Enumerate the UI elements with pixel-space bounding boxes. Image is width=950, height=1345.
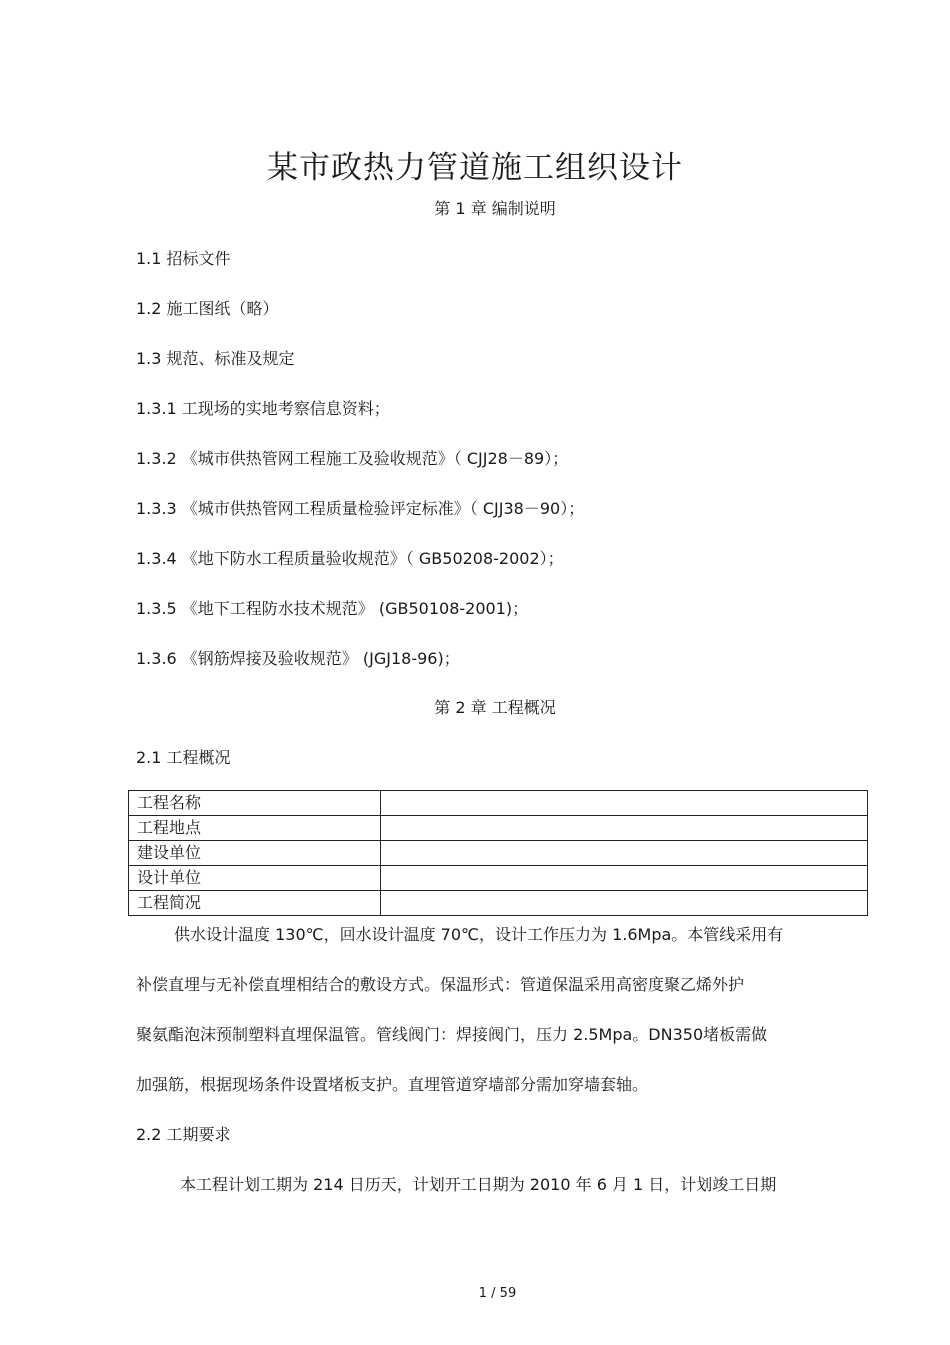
table-row xyxy=(129,891,868,916)
chapter-1-heading: 第 1 章 编制说明 xyxy=(434,199,556,218)
table-value xyxy=(381,866,868,891)
section-2-2: 2.2 工期要求 xyxy=(136,1125,231,1144)
table-value xyxy=(381,891,868,916)
section-1-2: 1.2 施工图纸（略） xyxy=(136,299,279,318)
schedule-paragraph: 本工程计划工期为 214 日历天，计划开工日期为 2010 年 6 月 1 日，计划竣工日期 xyxy=(180,1175,777,1194)
section-1-3-4: 1.3.4 《地下防水工程质量验收规范》（ GB50208-2002）； xyxy=(136,549,564,568)
section-1-3-2: 1.3.2 《城市供热管网工程施工及验收规范》（ CJJ28－89）； xyxy=(136,449,569,468)
table-row xyxy=(129,791,868,816)
paragraph-line: 加强筋，根据现场条件设置堵板支护。直埋管道穿墙部分需加穿墙套轴。 xyxy=(136,1075,649,1094)
paragraph-line: 供水设计温度 130℃，回水设计温度 70℃，设计工作压力为 1.6Mpa。本管线采用有 xyxy=(174,925,784,944)
project-info-table xyxy=(128,790,868,916)
page-number: 1 / 59 xyxy=(478,1286,517,1301)
table-row xyxy=(129,841,868,866)
paragraph-line: 聚氨酯泡沫预制塑料直埋保温管。管线阀门：焊接阀门，压力 2.5Mpa。DN350堵板需做 xyxy=(136,1025,768,1044)
section-1-3-6: 1.3.6 《钢筋焊接及验收规范》 (JGJ18-96)； xyxy=(136,649,460,668)
table-label: 建设单位 xyxy=(129,841,381,866)
table-label: 工程名称 xyxy=(129,791,381,816)
table-label: 设计单位 xyxy=(129,866,381,891)
section-1-3: 1.3 规范、标准及规定 xyxy=(136,349,295,368)
paragraph-line: 补偿直埋与无补偿直埋相结合的敷设方式。保温形式：管道保温采用高密度聚乙烯外护 xyxy=(136,975,745,994)
table-value xyxy=(381,791,868,816)
table-value xyxy=(381,816,868,841)
section-2-1: 2.1 工程概况 xyxy=(136,748,231,767)
section-1-3-3: 1.3.3 《城市供热管网工程质量检验评定标准》（ CJJ38－90）； xyxy=(136,499,585,518)
table-value xyxy=(381,841,868,866)
table-label: 工程地点 xyxy=(129,816,381,841)
section-1-1: 1.1 招标文件 xyxy=(136,249,231,268)
document-title: 某市政热力管道施工组织设计 xyxy=(267,150,683,186)
section-1-3-1: 1.3.1 工现场的实地考察信息资料； xyxy=(136,399,390,418)
table-row xyxy=(129,816,868,841)
table-label: 工程简况 xyxy=(129,891,381,916)
section-1-3-5: 1.3.5 《地下工程防水技术规范》 (GB50108-2001)； xyxy=(136,599,529,618)
chapter-2-heading: 第 2 章 工程概况 xyxy=(434,698,556,717)
table-row xyxy=(129,866,868,891)
